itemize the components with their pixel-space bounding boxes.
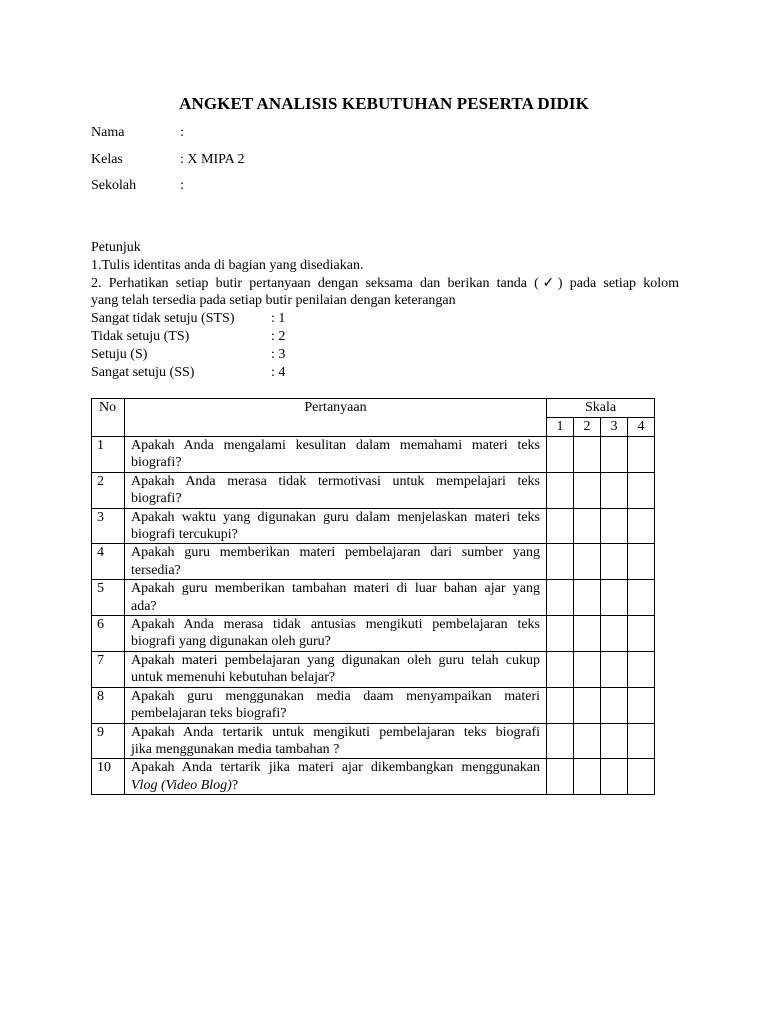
instructions-heading: Petunjuk <box>91 240 141 255</box>
question-number: 5 <box>92 580 125 616</box>
identity-row-kelas <box>91 152 244 168</box>
question-text-line-2: untuk memenuhi kebutuhan belajar? <box>131 670 336 686</box>
question-text <box>125 616 547 652</box>
question-text <box>125 651 547 687</box>
scale-legend-value: : 4 <box>271 364 286 380</box>
identity-value: : X MIPA 2 <box>180 152 245 167</box>
scale-checkbox-cell-4[interactable] <box>628 544 655 580</box>
scale-checkbox-cell-3[interactable] <box>601 508 628 544</box>
question-text <box>125 437 547 473</box>
question-text-line-2: jika menggunakan media tambahan ? <box>131 741 340 757</box>
scale-checkbox-cell-4[interactable] <box>628 687 655 723</box>
scale-legend-label: Sangat tidak setuju (STS) <box>91 311 235 327</box>
identity-value: : <box>180 178 184 193</box>
question-number: 7 <box>92 651 125 687</box>
table-row <box>92 723 655 759</box>
scale-checkbox-cell-2[interactable] <box>574 687 601 723</box>
scale-checkbox-cell-2[interactable] <box>574 544 601 580</box>
header-no: No <box>92 399 125 437</box>
question-text-line-2: biografi? <box>131 491 182 507</box>
question-text-line-1: Apakah waktu yang digunakan guru dalam menjelaskan materi teks <box>131 509 540 525</box>
question-text-italic: Vlog (Video Blog) <box>131 777 232 793</box>
question-text-line-2: biografi? <box>131 455 182 471</box>
question-number: 9 <box>92 723 125 759</box>
scale-checkbox-cell-1[interactable] <box>547 472 574 508</box>
table-row <box>92 544 655 580</box>
question-number: 6 <box>92 616 125 652</box>
scale-legend-row <box>91 310 679 328</box>
table-row <box>92 759 655 795</box>
question-text <box>125 687 547 723</box>
scale-legend-label: Tidak setuju (TS) <box>91 328 190 344</box>
question-number: 10 <box>92 759 125 795</box>
question-text-line-2: tersedia? <box>131 562 181 578</box>
scale-checkbox-cell-4[interactable] <box>628 616 655 652</box>
scale-checkbox-cell-1[interactable] <box>547 616 574 652</box>
scale-checkbox-cell-3[interactable] <box>601 472 628 508</box>
scale-legend-value: : 2 <box>271 328 286 344</box>
table-row <box>92 580 655 616</box>
scale-checkbox-cell-4[interactable] <box>628 437 655 473</box>
scale-checkbox-cell-3[interactable] <box>601 723 628 759</box>
scale-checkbox-cell-3[interactable] <box>601 616 628 652</box>
header-question: Pertanyaan <box>125 399 547 437</box>
scale-checkbox-cell-1[interactable] <box>547 759 574 795</box>
question-text <box>125 472 547 508</box>
question-number: 2 <box>92 472 125 508</box>
identity-value: : <box>180 125 184 140</box>
scale-checkbox-cell-4[interactable] <box>628 651 655 687</box>
instruction-step-1: 1.Tulis identitas anda di bagian yang disediakan. <box>91 257 364 273</box>
identity-label: Kelas <box>91 152 123 167</box>
scale-checkbox-cell-4[interactable] <box>628 759 655 795</box>
question-number: 8 <box>92 687 125 723</box>
question-text <box>125 508 547 544</box>
instruction-step-2-line-2: yang telah tersedia pada setiap butir penilaian dengan keterangan <box>91 293 456 309</box>
identity-row-sekolah <box>91 178 184 194</box>
question-text-line-2: biografi yang digunakan oleh guru? <box>131 634 331 650</box>
scale-checkbox-cell-2[interactable] <box>574 723 601 759</box>
question-text-line-1: Apakah Anda tertarik jika materi ajar dikembangkan menggunakan <box>131 760 540 776</box>
question-text <box>125 759 547 795</box>
scale-checkbox-cell-4[interactable] <box>628 723 655 759</box>
scale-number-header: 4 <box>628 418 655 437</box>
scale-checkbox-cell-1[interactable] <box>547 723 574 759</box>
scale-checkbox-cell-1[interactable] <box>547 544 574 580</box>
scale-checkbox-cell-1[interactable] <box>547 651 574 687</box>
scale-checkbox-cell-3[interactable] <box>601 544 628 580</box>
scale-checkbox-cell-2[interactable] <box>574 651 601 687</box>
question-text <box>125 723 547 759</box>
question-text-line-1: Apakah Anda merasa tidak antusias mengikuti pembelajaran teks <box>131 617 540 633</box>
question-text <box>125 544 547 580</box>
scale-checkbox-cell-4[interactable] <box>628 580 655 616</box>
question-text-line-1: Apakah guru memberikan tambahan materi di luar bahan ajar yang <box>131 581 540 597</box>
question-text-line-1: Apakah guru menggunakan media daam menyampaikan materi <box>131 688 540 704</box>
scale-checkbox-cell-3[interactable] <box>601 687 628 723</box>
instructions <box>91 239 679 381</box>
question-text-line-2 <box>131 777 540 794</box>
document-title: ANGKET ANALISIS KEBUTUHAN PESERTA DIDIK <box>179 94 589 113</box>
table-header-row <box>92 399 655 418</box>
question-number: 1 <box>92 437 125 473</box>
table-row <box>92 437 655 473</box>
header-scale: Skala <box>547 399 655 418</box>
question-text-line-1: Apakah guru memberikan materi pembelajaran dari sumber yang <box>131 545 540 561</box>
table-row <box>92 651 655 687</box>
scale-legend-row <box>91 364 679 382</box>
scale-checkbox-cell-3[interactable] <box>601 651 628 687</box>
instruction-step-2-line-1: 2. Perhatikan setiap butir pertanyaan dengan seksama dan berikan tanda (✓) pada setiap kolom <box>91 275 679 291</box>
table-row <box>92 616 655 652</box>
scale-checkbox-cell-2[interactable] <box>574 437 601 473</box>
scale-checkbox-cell-2[interactable] <box>574 759 601 795</box>
scale-checkbox-cell-1[interactable] <box>547 687 574 723</box>
scale-checkbox-cell-4[interactable] <box>628 508 655 544</box>
scale-number-header: 2 <box>574 418 601 437</box>
identity-label: Nama <box>91 125 125 140</box>
question-text-line-1: Apakah materi pembelajaran yang digunakan oleh guru telah cukup <box>131 652 540 668</box>
scale-checkbox-cell-1[interactable] <box>547 580 574 616</box>
scale-legend-value: : 3 <box>271 346 286 362</box>
scale-checkbox-cell-2[interactable] <box>574 508 601 544</box>
scale-checkbox-cell-1[interactable] <box>547 508 574 544</box>
question-text-line-1: Apakah Anda mengalami kesulitan dalam memahami materi teks <box>131 438 540 453</box>
scale-legend-row <box>91 328 679 346</box>
scale-checkbox-cell-2[interactable] <box>574 616 601 652</box>
scale-checkbox-cell-4[interactable] <box>628 472 655 508</box>
scale-number-header: 1 <box>547 418 574 437</box>
scale-checkbox-cell-1[interactable] <box>547 437 574 473</box>
scale-checkbox-cell-3[interactable] <box>601 437 628 473</box>
question-text-line-2: pembelajaran teks biografi? <box>131 706 287 722</box>
question-text-line-1: Apakah Anda merasa tidak termotivasi untuk mempelajari teks <box>131 473 540 489</box>
question-text <box>125 580 547 616</box>
scale-checkbox-cell-2[interactable] <box>574 580 601 616</box>
question-number: 4 <box>92 544 125 580</box>
scale-legend-row <box>91 346 679 364</box>
scale-legend-value: : 1 <box>271 311 286 327</box>
question-number: 3 <box>92 508 125 544</box>
scale-checkbox-cell-3[interactable] <box>601 580 628 616</box>
question-text-line-2: biografi tercukupi? <box>131 527 238 543</box>
scale-legend-label: Setuju (S) <box>91 346 148 362</box>
table-row <box>92 687 655 723</box>
identity-label: Sekolah <box>91 178 137 193</box>
table-row <box>92 472 655 508</box>
question-text-line-1: Apakah Anda tertarik untuk mengikuti pembelajaran teks biografi <box>131 724 540 740</box>
identity-row-nama <box>91 125 184 141</box>
question-text-tail: ? <box>231 777 239 793</box>
table-row <box>92 508 655 544</box>
scale-number-header: 3 <box>601 418 628 437</box>
question-text-line-2: ada? <box>131 598 157 614</box>
scale-checkbox-cell-2[interactable] <box>574 472 601 508</box>
questionnaire-table <box>91 398 655 795</box>
scale-legend-label: Sangat setuju (SS) <box>91 364 195 380</box>
scale-checkbox-cell-3[interactable] <box>601 759 628 795</box>
